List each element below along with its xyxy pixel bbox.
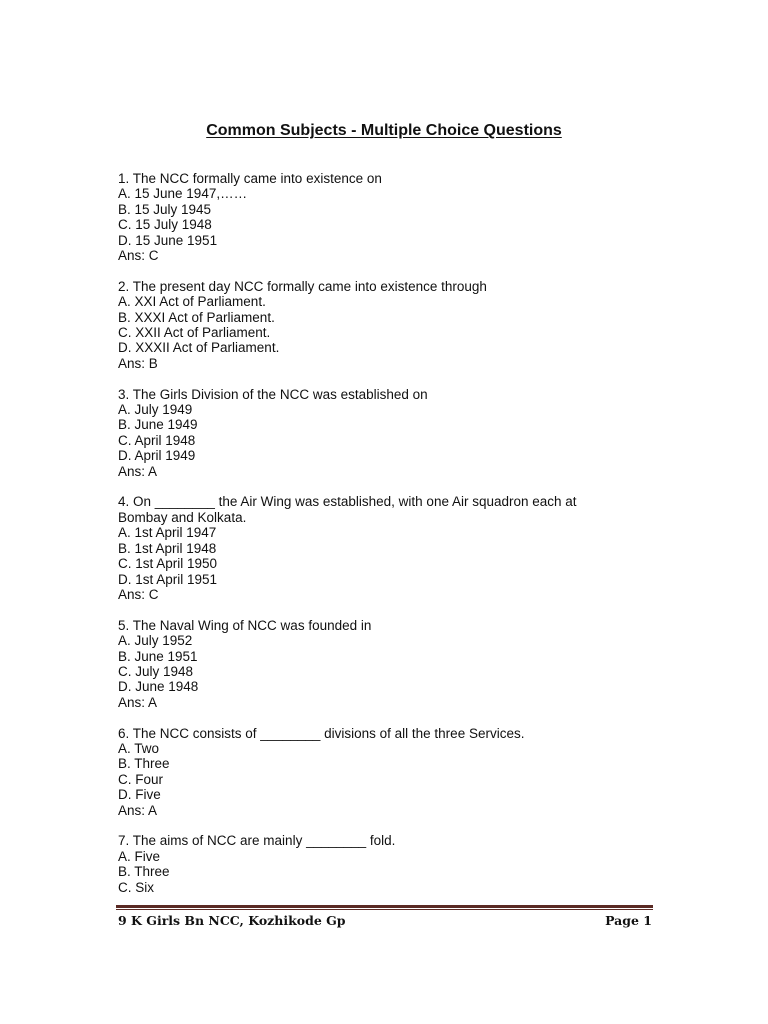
footer-organization: 9 K Girls Bn NCC, Kozhikode Gp bbox=[118, 913, 346, 928]
answer: Ans: A bbox=[118, 694, 158, 710]
option-d: D. June 1948 bbox=[118, 679, 199, 695]
option-c: C. Six bbox=[118, 879, 155, 895]
question-3 bbox=[118, 387, 678, 479]
option-b: B. June 1949 bbox=[118, 417, 198, 433]
question-text: 6. The NCC consists of ________ divisions of all the three Services. bbox=[118, 725, 525, 741]
question-7 bbox=[118, 833, 678, 895]
footer-divider-thin bbox=[116, 909, 653, 910]
question-6 bbox=[118, 726, 678, 818]
option-d: D. 1st April 1951 bbox=[118, 571, 218, 587]
answer: Ans: C bbox=[118, 586, 159, 602]
page-number: Page 1 bbox=[605, 913, 652, 928]
option-d: D. Five bbox=[118, 787, 161, 803]
option-a: A. July 1952 bbox=[118, 633, 193, 649]
option-b: B. Three bbox=[118, 864, 170, 880]
option-b: B. XXXI Act of Parliament. bbox=[118, 309, 275, 325]
option-c: C. 15 July 1948 bbox=[118, 217, 212, 233]
question-4 bbox=[118, 494, 678, 602]
answer: Ans: C bbox=[118, 248, 159, 264]
question-1 bbox=[118, 171, 678, 263]
option-a: A. XXI Act of Parliament. bbox=[118, 294, 266, 310]
option-c: C. 1st April 1950 bbox=[118, 556, 218, 572]
option-c: C. July 1948 bbox=[118, 663, 194, 679]
answer: Ans: B bbox=[118, 355, 158, 371]
question-text: 5. The Naval Wing of NCC was founded in bbox=[118, 617, 372, 633]
option-d: D. April 1949 bbox=[118, 448, 196, 464]
question-text: 7. The aims of NCC are mainly ________ fold. bbox=[118, 833, 396, 849]
question-2 bbox=[118, 279, 678, 371]
question-text-continued: Bombay and Kolkata. bbox=[118, 509, 247, 525]
page-title: Common Subjects - Multiple Choice Questions bbox=[206, 122, 562, 139]
option-c: C. XXII Act of Parliament. bbox=[118, 325, 271, 341]
option-a: A. July 1949 bbox=[118, 402, 193, 418]
option-a: A. 1st April 1947 bbox=[118, 525, 217, 541]
option-a: A. Two bbox=[118, 740, 160, 756]
question-text: 2. The present day NCC formally came into existence through bbox=[118, 278, 487, 294]
question-text: 4. On ________ the Air Wing was established, with one Air squadron each at bbox=[118, 494, 577, 510]
question-list bbox=[118, 171, 678, 910]
option-d: D. 15 June 1951 bbox=[118, 232, 218, 248]
question-text: 3. The Girls Division of the NCC was established on bbox=[118, 386, 428, 402]
option-d: D. XXXII Act of Parliament. bbox=[118, 340, 280, 356]
answer: Ans: A bbox=[118, 463, 158, 479]
option-a: A. 15 June 1947,…… bbox=[118, 186, 248, 202]
option-b: B. June 1951 bbox=[118, 648, 198, 664]
option-c: C. April 1948 bbox=[118, 432, 196, 448]
option-b: B. 15 July 1945 bbox=[118, 201, 212, 217]
option-b: B. Three bbox=[118, 756, 170, 772]
question-5 bbox=[118, 618, 678, 710]
option-c: C. Four bbox=[118, 771, 164, 787]
option-a: A. Five bbox=[118, 848, 161, 864]
option-b: B. 1st April 1948 bbox=[118, 540, 217, 556]
question-text: 1. The NCC formally came into existence on bbox=[118, 171, 382, 186]
answer: Ans: A bbox=[118, 802, 158, 818]
footer-divider bbox=[116, 905, 653, 908]
